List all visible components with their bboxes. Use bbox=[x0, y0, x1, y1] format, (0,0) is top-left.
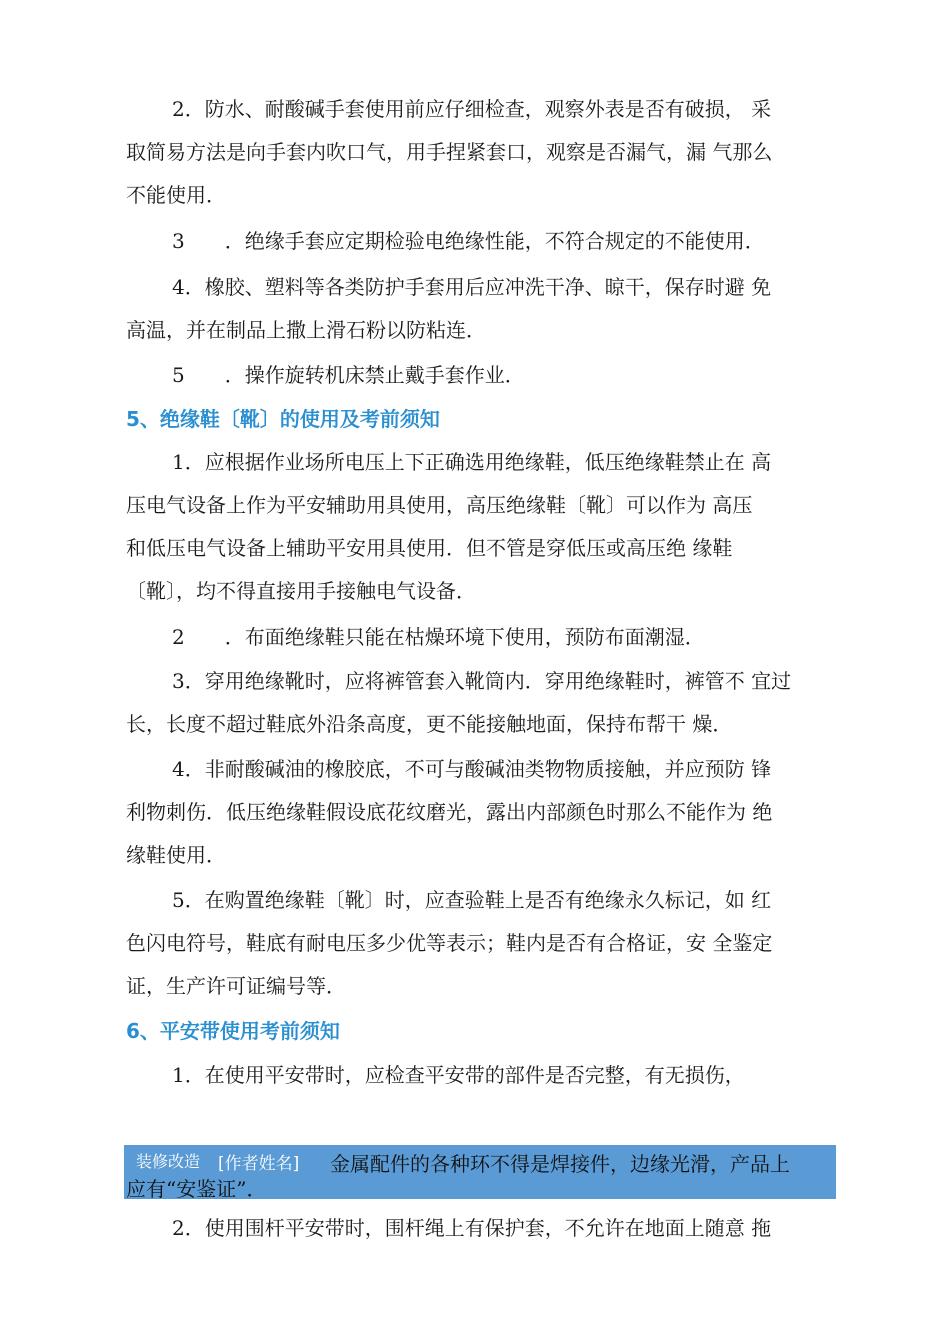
section-5-item-5 bbox=[126, 879, 834, 1008]
text-line: 2 ．布面绝缘鞋只能在枯燥环境下使用，预防布面潮湿． bbox=[172, 625, 705, 649]
text-line: 缘鞋使用． bbox=[126, 843, 226, 867]
banner-line-2: 应有“安鉴证”． bbox=[126, 1177, 267, 1201]
section-5-item-3 bbox=[126, 660, 834, 746]
text-line: 和低压电气设备上辅助平安用具使用．但不管是穿低压或高压绝 缘鞋 bbox=[126, 536, 733, 560]
text-line: 2．使用围杆平安带时，围杆绳上有保护套，不允许在地面上随意 拖 bbox=[172, 1216, 772, 1240]
gloves-item-2 bbox=[126, 88, 834, 217]
gloves-item-4 bbox=[126, 266, 834, 352]
section-5-item-1 bbox=[126, 441, 834, 613]
section-5-heading: 5、绝缘鞋〔靴〕的使用及考前须知 bbox=[126, 407, 440, 431]
text-line: 〔靴〕，均不得直接用手接触电气设备． bbox=[126, 579, 476, 603]
text-line: 证，生产许可证编号等． bbox=[126, 974, 346, 998]
text-line: 不能使用． bbox=[126, 183, 226, 207]
text-line: 5 ．操作旋转机床禁止戴手套作业． bbox=[172, 363, 525, 387]
section-6-item-1 bbox=[126, 1054, 834, 1097]
section-5-item-4 bbox=[126, 748, 834, 877]
text-line: 3．穿用绝缘靴时，应将裤管套入靴筒内．穿用绝缘鞋时，裤管不 宜过 bbox=[172, 669, 792, 693]
text-line: 5．在购置绝缘鞋〔靴〕时，应查验鞋上是否有绝缘永久标记，如 红 bbox=[172, 888, 772, 912]
text-line: 1．在使用平安带时，应检查平安带的部件是否完整，有无损伤， bbox=[172, 1063, 745, 1087]
banner-tag: 装修改造 bbox=[136, 1152, 201, 1171]
text-line: 长，长度不超过鞋底外沿条高度，更不能接触地面，保持布帮干 燥． bbox=[126, 712, 733, 736]
text-line: 高温，并在制品上撒上滑石粉以防粘连． bbox=[126, 318, 486, 342]
text-line: 4．橡胶、塑料等各类防护手套用后应冲洗干净、晾干，保存时避 免 bbox=[172, 275, 772, 299]
text-line: 色闪电符号，鞋底有耐电压多少优等表示；鞋内是否有合格证，安 全鉴定 bbox=[126, 931, 773, 955]
gloves-item-5 bbox=[126, 354, 834, 397]
gloves-item-3 bbox=[126, 220, 834, 263]
banner-line-1: 金属配件的各种环不得是焊接件，边缘光滑，产品上 bbox=[330, 1152, 790, 1176]
text-line: 4．非耐酸碱油的橡胶底，不可与酸碱油类物物质接触，并应预防 锋 bbox=[172, 757, 772, 781]
text-line: 取简易方法是向手套内吹口气，用手捏紧套口，观察是否漏气，漏 气那么 bbox=[126, 140, 773, 164]
text-line: 2．防水、耐酸碱手套使用前应仔细检查，观察外表是否有破损， 采 bbox=[172, 97, 772, 121]
section-5-item-2 bbox=[126, 616, 834, 659]
text-line: 利物刺伤．低压绝缘鞋假设底花纹磨光，露出内部颜色时那么不能作为 绝 bbox=[126, 800, 773, 824]
highlight-banner bbox=[124, 1145, 836, 1199]
text-line: 1．应根据作业场所电压上下正确选用绝缘鞋，低压绝缘鞋禁止在 高 bbox=[172, 450, 772, 474]
text-line: 压电气设备上作为平安辅助用具使用，高压绝缘鞋〔靴〕可以作为 高压 bbox=[126, 493, 753, 517]
section-6-item-2 bbox=[126, 1207, 834, 1250]
section-6-heading: 6、平安带使用考前须知 bbox=[126, 1019, 340, 1043]
author-placeholder: [作者姓名] bbox=[218, 1154, 300, 1174]
text-line: 3 ．绝缘手套应定期检验电绝缘性能，不符合规定的不能使用． bbox=[172, 229, 765, 253]
